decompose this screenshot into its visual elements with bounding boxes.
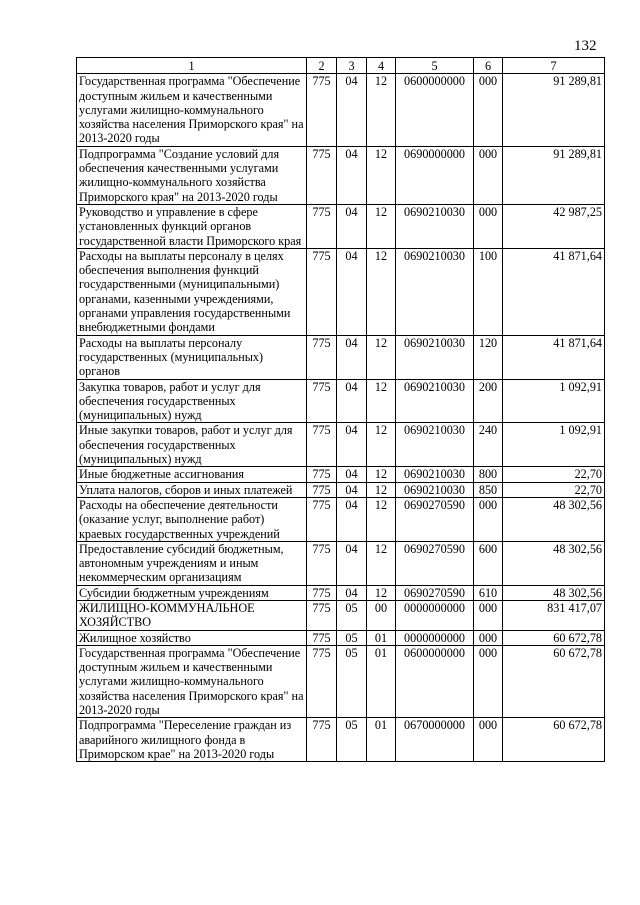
row-code-3: 04 <box>337 146 367 204</box>
row-amount: 831 417,07 <box>503 600 605 630</box>
row-code-6: 610 <box>474 585 503 600</box>
row-code-2: 775 <box>307 74 337 146</box>
row-code-2: 775 <box>307 379 337 423</box>
row-code-3: 04 <box>337 204 367 248</box>
row-code-6: 000 <box>474 204 503 248</box>
row-code-5: 0000000000 <box>396 630 474 645</box>
row-code-3: 04 <box>337 248 367 335</box>
row-code-3: 04 <box>337 379 367 423</box>
row-code-4: 01 <box>367 718 396 762</box>
row-code-2: 775 <box>307 718 337 762</box>
row-code-6: 850 <box>474 482 503 497</box>
table-row <box>77 74 605 146</box>
row-code-6: 000 <box>474 600 503 630</box>
row-code-5: 0690210030 <box>396 423 474 467</box>
row-name: Уплата налогов, сборов и иных платежей <box>77 482 307 497</box>
row-amount: 22,70 <box>503 482 605 497</box>
page-number: 132 <box>574 38 597 54</box>
row-code-3: 04 <box>337 497 367 541</box>
row-name: Руководство и управление в сфере установленных функций органов государственной власти Приморского края <box>77 204 307 248</box>
column-header-3: 3 <box>337 58 367 74</box>
row-code-4: 12 <box>367 248 396 335</box>
row-code-4: 00 <box>367 600 396 630</box>
row-code-5: 0690210030 <box>396 467 474 482</box>
column-header-1: 1 <box>77 58 307 74</box>
row-code-3: 05 <box>337 630 367 645</box>
row-amount: 22,70 <box>503 467 605 482</box>
row-code-5: 0600000000 <box>396 74 474 146</box>
row-code-6: 000 <box>474 718 503 762</box>
row-name: Государственная программа "Обеспечение доступным жильем и качественными услугами жилищно-коммунального хозяйства населения Приморского края" на 2013-2020 годы <box>77 645 307 717</box>
table-header-row <box>77 58 605 74</box>
table-row <box>77 146 605 204</box>
row-code-2: 775 <box>307 146 337 204</box>
row-code-6: 000 <box>474 74 503 146</box>
row-code-6: 000 <box>474 630 503 645</box>
row-amount: 41 871,64 <box>503 248 605 335</box>
row-code-5: 0690210030 <box>396 204 474 248</box>
row-amount: 60 672,78 <box>503 630 605 645</box>
row-code-4: 12 <box>367 467 396 482</box>
table-row <box>77 467 605 482</box>
row-code-2: 775 <box>307 335 337 379</box>
row-code-6: 200 <box>474 379 503 423</box>
row-amount: 48 302,56 <box>503 497 605 541</box>
row-amount: 91 289,81 <box>503 146 605 204</box>
row-code-6: 120 <box>474 335 503 379</box>
row-amount: 48 302,56 <box>503 541 605 585</box>
row-code-5: 0000000000 <box>396 600 474 630</box>
row-code-3: 04 <box>337 74 367 146</box>
row-code-2: 775 <box>307 482 337 497</box>
row-code-5: 0690000000 <box>396 146 474 204</box>
row-code-3: 04 <box>337 467 367 482</box>
row-code-5: 0600000000 <box>396 645 474 717</box>
table-row <box>77 335 605 379</box>
table-row <box>77 423 605 467</box>
row-code-4: 01 <box>367 630 396 645</box>
column-header-2: 2 <box>307 58 337 74</box>
row-code-4: 12 <box>367 379 396 423</box>
row-code-6: 240 <box>474 423 503 467</box>
row-code-2: 775 <box>307 600 337 630</box>
table-row <box>77 600 605 630</box>
row-code-3: 05 <box>337 645 367 717</box>
row-code-5: 0690270590 <box>396 497 474 541</box>
row-code-4: 12 <box>367 482 396 497</box>
row-code-2: 775 <box>307 467 337 482</box>
row-code-5: 0690270590 <box>396 585 474 600</box>
row-name: Субсидии бюджетным учреждениям <box>77 585 307 600</box>
row-amount: 48 302,56 <box>503 585 605 600</box>
row-code-4: 12 <box>367 423 396 467</box>
row-code-2: 775 <box>307 630 337 645</box>
row-amount: 1 092,91 <box>503 423 605 467</box>
table-row <box>77 204 605 248</box>
row-code-4: 12 <box>367 497 396 541</box>
row-amount: 1 092,91 <box>503 379 605 423</box>
table-row <box>77 645 605 717</box>
row-code-2: 775 <box>307 423 337 467</box>
row-name: Подпрограмма "Создание условий для обеспечения качественными услугами жилищно-коммунального хозяйства Приморского края" на 2013-2020 годы <box>77 146 307 204</box>
row-code-2: 775 <box>307 248 337 335</box>
row-amount: 41 871,64 <box>503 335 605 379</box>
row-code-5: 0690210030 <box>396 248 474 335</box>
row-code-6: 600 <box>474 541 503 585</box>
row-code-5: 0690210030 <box>396 379 474 423</box>
row-code-6: 000 <box>474 645 503 717</box>
row-code-2: 775 <box>307 204 337 248</box>
table-row <box>77 482 605 497</box>
row-amount: 91 289,81 <box>503 74 605 146</box>
row-code-3: 04 <box>337 541 367 585</box>
row-code-6: 800 <box>474 467 503 482</box>
row-code-5: 0690210030 <box>396 335 474 379</box>
column-header-4: 4 <box>367 58 396 74</box>
row-name: Иные закупки товаров, работ и услуг для обеспечения государственных (муниципальных) нужд <box>77 423 307 467</box>
row-code-2: 775 <box>307 645 337 717</box>
row-code-3: 04 <box>337 482 367 497</box>
row-code-5: 0690210030 <box>396 482 474 497</box>
row-amount: 60 672,78 <box>503 718 605 762</box>
table-row <box>77 379 605 423</box>
row-code-3: 05 <box>337 718 367 762</box>
row-amount: 42 987,25 <box>503 204 605 248</box>
row-code-6: 100 <box>474 248 503 335</box>
row-code-4: 12 <box>367 204 396 248</box>
row-name: Закупка товаров, работ и услуг для обеспечения государственных (муниципальных) нужд <box>77 379 307 423</box>
row-code-4: 12 <box>367 585 396 600</box>
row-name: Подпрограмма "Переселение граждан из аварийного жилищного фонда в Приморском крае" на 2013-2020 годы <box>77 718 307 762</box>
row-name: Предоставление субсидий бюджетным, автономным учреждениям и иным некоммерческим организациям <box>77 541 307 585</box>
row-code-5: 0670000000 <box>396 718 474 762</box>
table-row <box>77 541 605 585</box>
row-code-5: 0690270590 <box>396 541 474 585</box>
row-name: Расходы на обеспечение деятельности (оказание услуг, выполнение работ) краевых государственных учреждений <box>77 497 307 541</box>
table-row <box>77 630 605 645</box>
budget-table <box>76 57 605 762</box>
row-code-3: 05 <box>337 600 367 630</box>
row-code-6: 000 <box>474 497 503 541</box>
row-code-4: 12 <box>367 146 396 204</box>
column-header-5: 5 <box>396 58 474 74</box>
row-code-6: 000 <box>474 146 503 204</box>
row-name: ЖИЛИЩНО-КОММУНАЛЬНОЕ ХОЗЯЙСТВО <box>77 600 307 630</box>
row-code-2: 775 <box>307 585 337 600</box>
row-name: Жилищное хозяйство <box>77 630 307 645</box>
row-amount: 60 672,78 <box>503 645 605 717</box>
column-header-7: 7 <box>503 58 605 74</box>
table-row <box>77 497 605 541</box>
table-row <box>77 718 605 762</box>
row-code-4: 01 <box>367 645 396 717</box>
table-row <box>77 585 605 600</box>
row-code-3: 04 <box>337 585 367 600</box>
row-code-2: 775 <box>307 497 337 541</box>
row-code-4: 12 <box>367 74 396 146</box>
row-code-3: 04 <box>337 335 367 379</box>
row-name: Расходы на выплаты персоналу государственных (муниципальных) органов <box>77 335 307 379</box>
row-name: Иные бюджетные ассигнования <box>77 467 307 482</box>
row-code-4: 12 <box>367 541 396 585</box>
row-code-4: 12 <box>367 335 396 379</box>
row-code-3: 04 <box>337 423 367 467</box>
column-header-6: 6 <box>474 58 503 74</box>
row-name: Расходы на выплаты персоналу в целях обеспечения выполнения функций государственными (муниципальными) органами, казенными учреждениями, органами управления государственными внебюджетными фондами <box>77 248 307 335</box>
table-row <box>77 248 605 335</box>
row-name: Государственная программа "Обеспечение доступным жильем и качественными услугами жилищно-коммунального хозяйства населения Приморского края" на 2013-2020 годы <box>77 74 307 146</box>
row-code-2: 775 <box>307 541 337 585</box>
